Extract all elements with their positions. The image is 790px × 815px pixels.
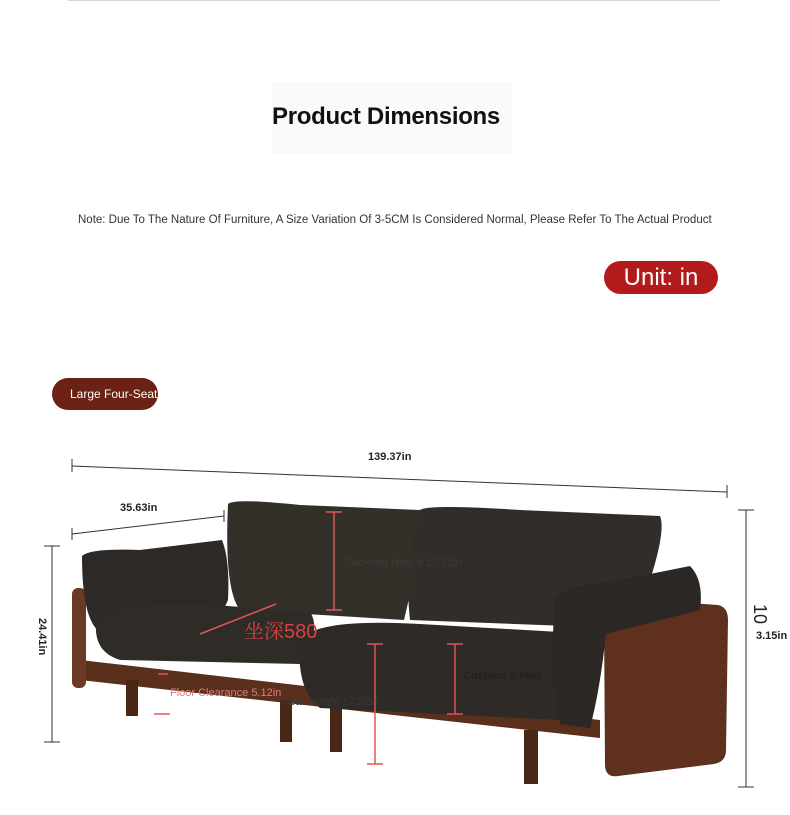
size-variation-note: Note: Due To The Nature Of Furniture, A Size Variation Of 3-5CM Is Considered Normal, Please Refer To The Actual Product — [78, 214, 712, 226]
depth-overlay-text: 10 — [750, 604, 770, 625]
backrest-height-label: Backrest Height 17.72in — [345, 557, 462, 569]
leg-4 — [524, 730, 538, 784]
arm-width-label: 35.63in — [120, 502, 158, 514]
total-depth-label: 3.15in — [756, 630, 788, 642]
leg-1 — [126, 680, 138, 716]
floor-clearance-label: Floor Clearance 5.12in — [170, 687, 282, 699]
total-width-label: 139.37in — [368, 451, 412, 463]
model-badge: Large Four-Seat — [52, 378, 158, 410]
seat-height-label: Seat Height 17.32in — [282, 696, 379, 708]
left-arm-wood — [72, 588, 86, 688]
cushion-label: Cushion 8.66in — [463, 670, 542, 682]
arm-width-line — [72, 510, 224, 540]
seat-depth-label: 坐深580 — [244, 621, 318, 643]
page-title: Product Dimensions — [272, 103, 500, 130]
leg-3 — [330, 706, 342, 752]
total-height-label: 24.41in — [36, 618, 48, 656]
top-divider — [68, 0, 720, 1]
total-width-line — [72, 459, 727, 498]
unit-badge: Unit: in — [604, 261, 718, 294]
sofa-dimension-figure — [0, 440, 790, 815]
total-depth-line — [738, 510, 754, 787]
sofa-illustration — [0, 440, 790, 815]
